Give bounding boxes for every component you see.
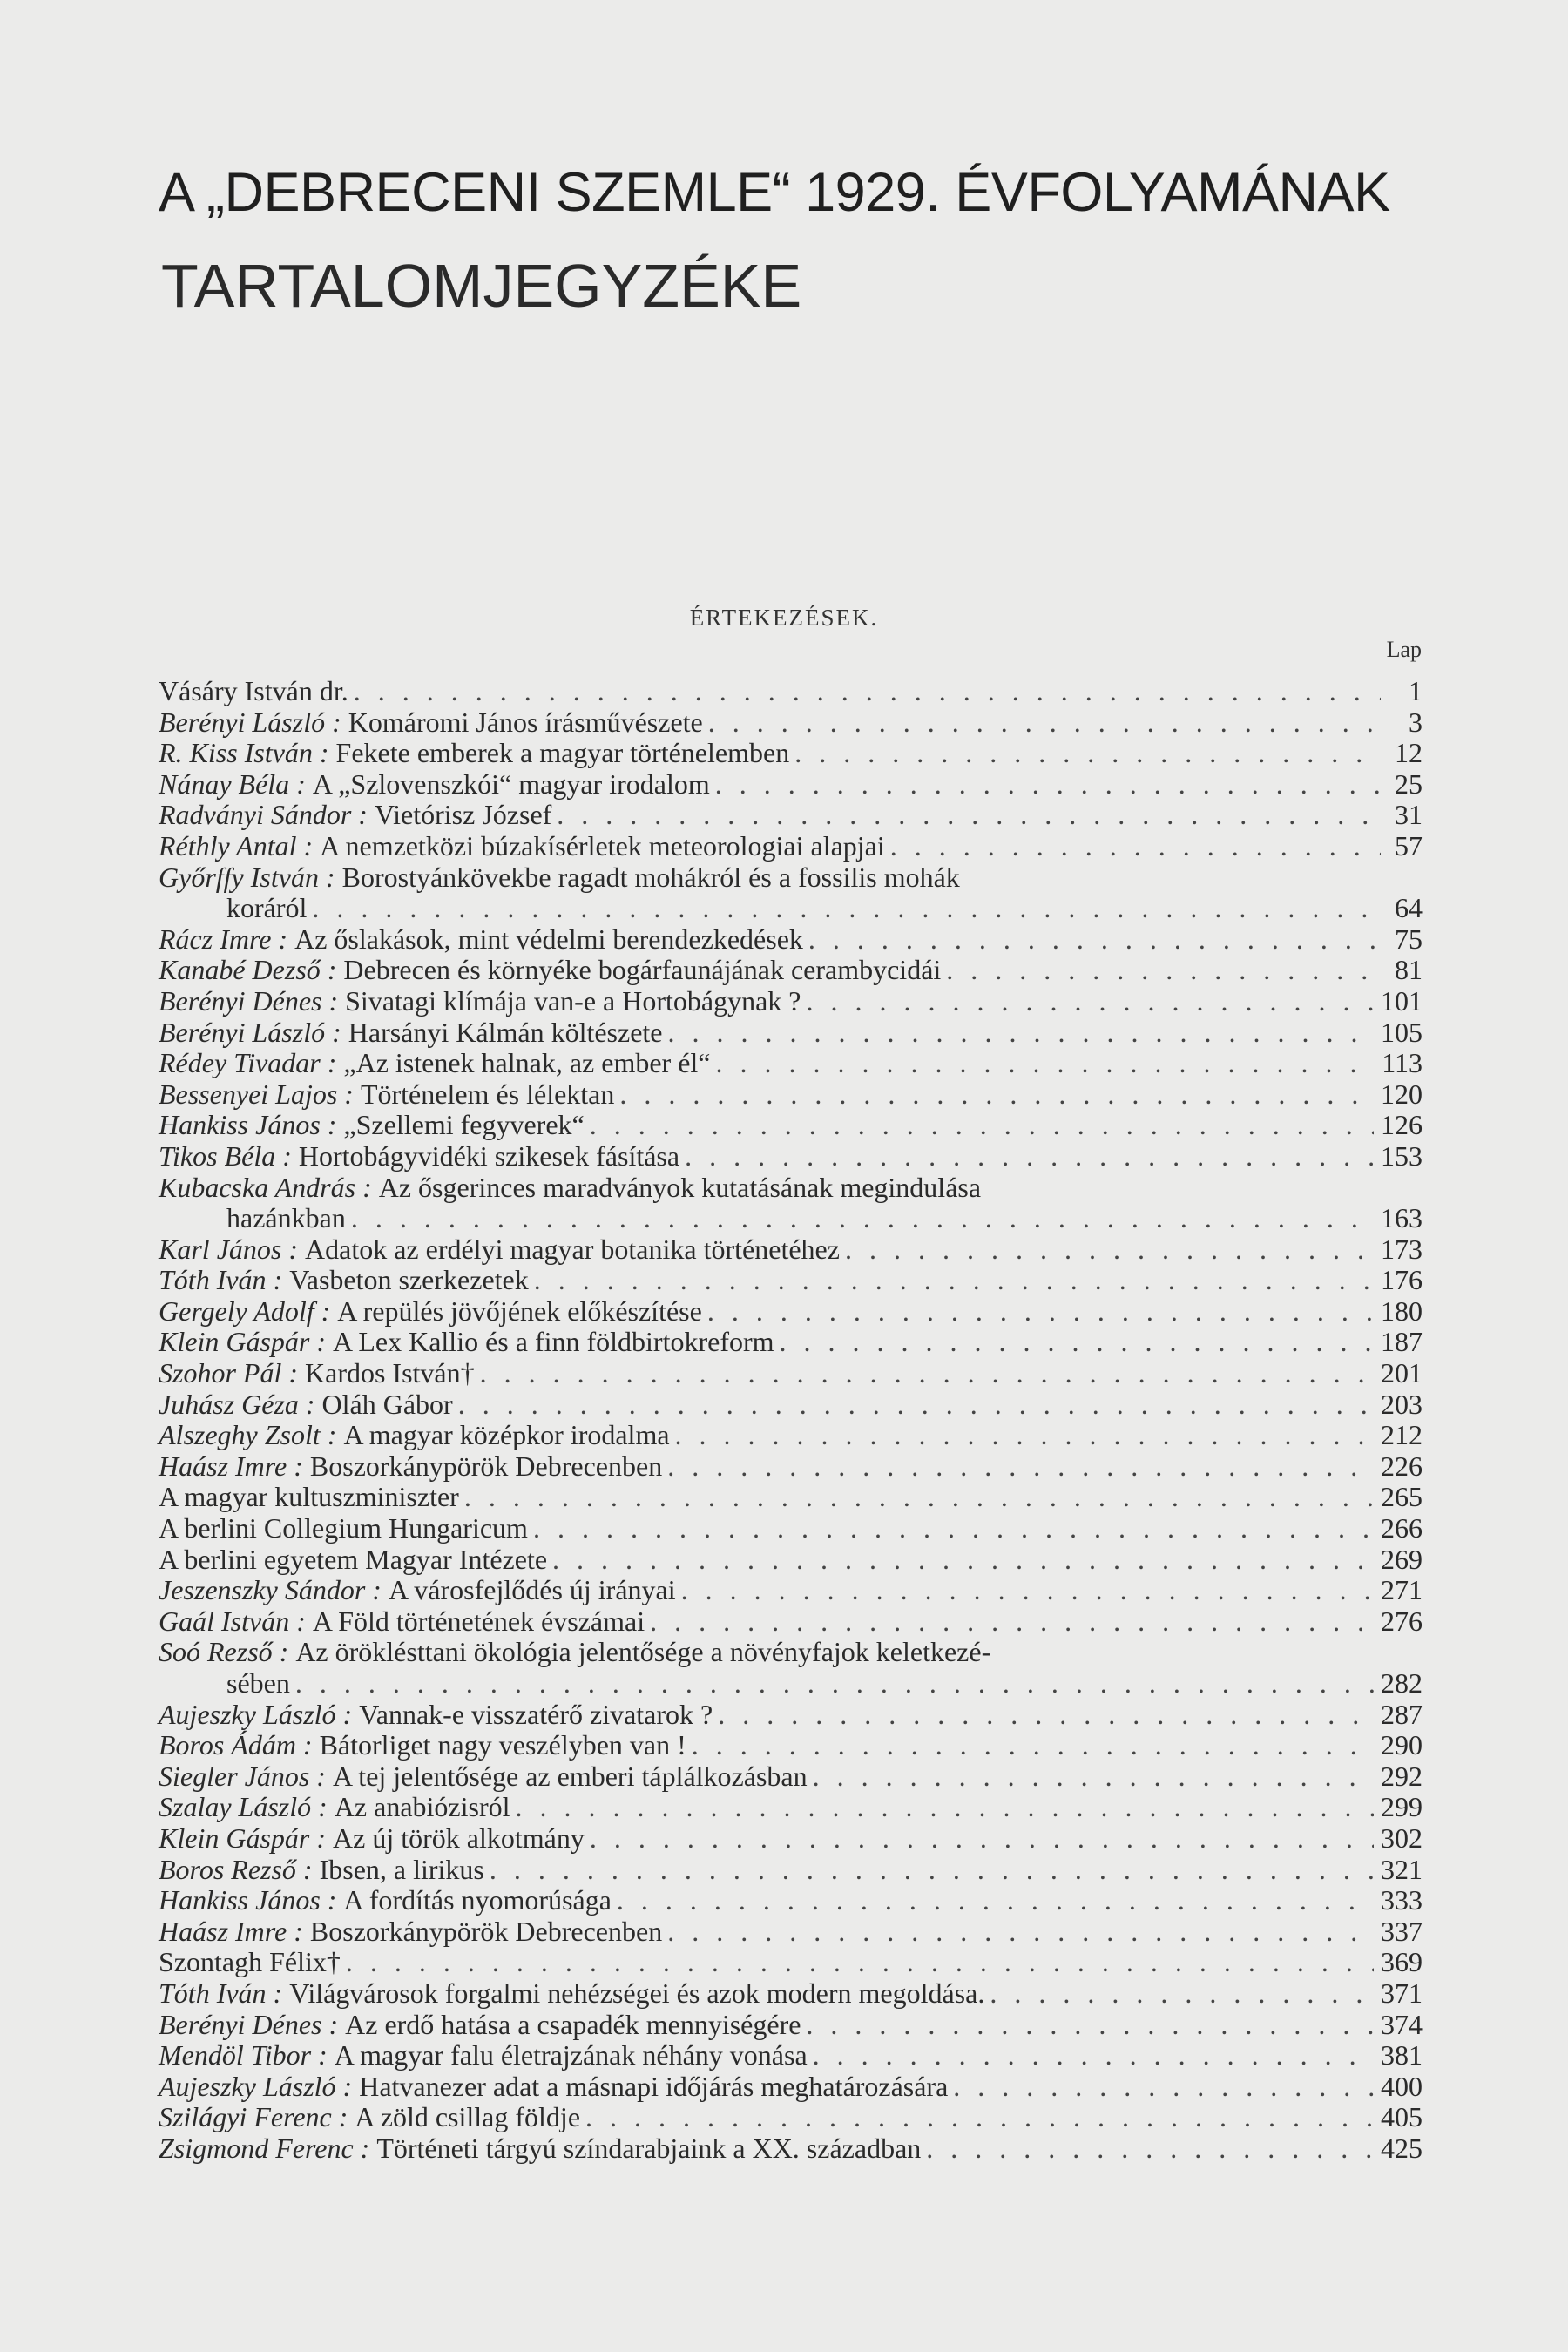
toc-title: Az új török alkotmány — [333, 1821, 585, 1854]
toc-page-number: 321 — [1381, 1853, 1423, 1885]
toc-page-number: 153 — [1381, 1139, 1423, 1172]
toc-entry-line — [159, 1947, 1423, 1978]
toc-author: Hankiss János : — [159, 1884, 337, 1916]
toc-page-number: 369 — [1381, 1946, 1423, 1978]
dot-leader — [679, 1141, 1374, 1173]
toc-page-number: 333 — [1381, 1884, 1423, 1916]
dot-leader — [459, 1482, 1374, 1513]
toc-page-number: 57 — [1395, 829, 1423, 862]
toc-entry — [159, 1389, 1423, 1421]
toc-entry — [159, 955, 1423, 986]
toc-entry-continuation-line — [159, 1203, 1423, 1234]
toc-title: Oláh Gábor — [321, 1388, 453, 1420]
toc-entry — [159, 1017, 1423, 1049]
dot-leader — [484, 1855, 1374, 1886]
toc-page-number: 226 — [1381, 1450, 1423, 1482]
dot-leader — [551, 800, 1381, 831]
document-title-line2: TARTALOMJEGYZÉKE — [161, 252, 802, 320]
toc-page-number: 265 — [1381, 1481, 1423, 1513]
toc-entry — [159, 2010, 1423, 2041]
dot-leader — [585, 1823, 1374, 1855]
toc-title: Komáromi János írásművészete — [348, 706, 703, 738]
toc-entry — [159, 1792, 1423, 1823]
toc-entry-line — [159, 1544, 1423, 1576]
toc-entry-line — [159, 1637, 1423, 1668]
toc-page-number: 25 — [1395, 767, 1423, 800]
toc-title: A magyar falu életrajzának néhány vonása — [334, 2039, 808, 2072]
toc-entry-line — [159, 676, 1423, 707]
dot-leader — [475, 1358, 1374, 1389]
toc-author: Rácz Imre : — [159, 923, 288, 955]
dot-leader — [612, 1885, 1374, 1916]
dot-leader — [808, 2040, 1374, 2072]
toc-entry — [159, 1700, 1423, 1731]
toc-author: Mendöl Tibor : — [159, 2039, 328, 2072]
dot-leader — [941, 955, 1381, 986]
toc-title: Vannak-e visszatérő zivatarok ? — [359, 1698, 713, 1730]
toc-title: Borostyánkövekbe ragadt mohákról és a fossilis mohák — [341, 861, 960, 893]
toc-author: Juhász Géza : — [159, 1388, 315, 1420]
toc-entry — [159, 1234, 1423, 1266]
toc-entry-line — [159, 831, 1423, 862]
dot-leader — [453, 1389, 1374, 1421]
toc-page-number: 64 — [1395, 892, 1423, 924]
toc-page-number: 3 — [1409, 706, 1423, 738]
toc-page-number: 176 — [1381, 1264, 1423, 1296]
toc-entry-line — [159, 1823, 1423, 1855]
toc-page-number: 299 — [1381, 1791, 1423, 1823]
dot-leader — [307, 893, 1381, 924]
dot-leader — [529, 1265, 1374, 1296]
toc-page-number: 212 — [1381, 1419, 1423, 1451]
toc-entry — [159, 1575, 1423, 1606]
toc-author: Radványi Sándor : — [159, 799, 368, 831]
dot-leader — [789, 738, 1381, 769]
toc-page-number: 163 — [1381, 1202, 1423, 1234]
toc-author: Berényi László : — [159, 706, 341, 738]
toc-page-number: 425 — [1381, 2132, 1423, 2164]
dot-leader — [670, 1420, 1374, 1451]
toc-author: Aujeszky László : — [159, 2070, 353, 2102]
toc-title: Boszorkánypörök Debrecenben — [309, 1450, 663, 1482]
toc-entry-line — [159, 1916, 1423, 1948]
toc-entry-line — [159, 1110, 1423, 1141]
dot-leader — [808, 1761, 1374, 1793]
toc-entry-line — [159, 1296, 1423, 1328]
toc-entry-line — [159, 2040, 1423, 2072]
toc-entry-line — [159, 1141, 1423, 1173]
toc-entry — [159, 1173, 1423, 1234]
toc-title: Az erdő hatása a csapadék mennyiségére — [345, 2008, 801, 2040]
toc-page-number: 337 — [1381, 1915, 1423, 1947]
toc-author: Tóth Iván : — [159, 1977, 283, 2009]
dot-leader — [585, 1110, 1374, 1141]
toc-entry — [159, 831, 1423, 862]
dot-leader — [711, 1048, 1375, 1079]
toc-page-number: 173 — [1381, 1233, 1423, 1265]
document-title-line1: A „DEBRECENI SZEMLE“ 1929. ÉVFOLYAMÁNAK — [159, 162, 1390, 223]
toc-title: A magyar középkor irodalma — [343, 1419, 670, 1451]
toc-entry-line — [159, 1700, 1423, 1731]
toc-title: Vasbeton szerkezetek — [289, 1264, 529, 1296]
toc-page-number: 12 — [1395, 737, 1423, 769]
dot-leader — [801, 986, 1375, 1017]
dot-leader — [528, 1513, 1374, 1544]
toc-entry — [159, 986, 1423, 1017]
toc-page-number: 126 — [1381, 1109, 1423, 1141]
toc-title: „Szellemi fegyverek“ — [343, 1109, 585, 1141]
toc-author: Berényi Dénes : — [159, 984, 339, 1017]
toc-entry — [159, 1110, 1423, 1141]
toc-entry-line — [159, 1420, 1423, 1451]
toc-title: A nemzetközi búzakísérletek meteorologiai alapjai — [320, 829, 885, 862]
toc-page-number: 120 — [1381, 1078, 1423, 1110]
toc-page-number: 374 — [1381, 2008, 1423, 2040]
toc-page-number: 292 — [1381, 1760, 1423, 1792]
toc-author: Gaál István : — [159, 1605, 306, 1637]
toc-title: Adatok az erdélyi magyar botanika történetéhez — [305, 1233, 840, 1265]
toc-entry-line — [159, 1885, 1423, 1916]
dot-leader — [645, 1606, 1374, 1638]
toc-title: Az anabiózisról — [334, 1791, 510, 1823]
toc-page-number: 203 — [1381, 1388, 1423, 1420]
toc-entry — [159, 738, 1423, 769]
toc-entry — [159, 707, 1423, 739]
toc-entry-line — [159, 955, 1423, 986]
toc-title-continuation: koráról — [226, 892, 308, 924]
toc-entry-continuation-line — [159, 1668, 1423, 1700]
toc-title: Világvárosok forgalmi nehézségei és azok modern megoldása. — [289, 1977, 985, 2009]
toc-title: Ibsen, a lirikus — [319, 1853, 484, 1885]
toc-entry — [159, 862, 1423, 924]
toc-page-number: 282 — [1381, 1667, 1423, 1699]
toc-entry — [159, 1358, 1423, 1389]
toc-entry — [159, 1079, 1423, 1111]
toc-entry — [159, 2102, 1423, 2133]
toc-page-number: 31 — [1395, 799, 1423, 831]
toc-title: Fekete emberek a magyar történelemben — [335, 737, 790, 769]
toc-entry — [159, 1048, 1423, 1079]
toc-author: Győrffy István : — [159, 861, 335, 893]
section-heading: ÉRTEKEZÉSEK. — [689, 605, 879, 631]
toc-author: Réthly Antal : — [159, 829, 314, 862]
dot-leader — [686, 1730, 1374, 1761]
toc-entry-line — [159, 1482, 1423, 1513]
toc-entry-line — [159, 1451, 1423, 1483]
dot-leader — [921, 2133, 1374, 2165]
toc-title: A repülés jövőjének előkészítése — [337, 1294, 702, 1327]
toc-entry-line — [159, 1265, 1423, 1296]
dot-leader — [662, 1451, 1374, 1483]
toc-page-number: 287 — [1381, 1698, 1423, 1730]
toc-page-number: 290 — [1381, 1729, 1423, 1761]
toc-entry-line — [159, 1234, 1423, 1266]
toc-page-number: 381 — [1381, 2039, 1423, 2072]
toc-entry — [159, 2072, 1423, 2103]
dot-leader — [803, 924, 1381, 956]
toc-author: Szohor Pál : — [159, 1357, 298, 1389]
toc-author: Szilágyi Ferenc : — [159, 2101, 348, 2133]
toc-page-number: 187 — [1381, 1326, 1423, 1358]
dot-leader — [346, 1203, 1374, 1234]
toc-entry — [159, 1420, 1423, 1451]
toc-entry — [159, 1761, 1423, 1793]
toc-entry — [159, 1544, 1423, 1576]
toc-page-number: 113 — [1382, 1047, 1423, 1079]
dot-leader — [662, 1916, 1374, 1948]
toc-entry-line — [159, 1173, 1423, 1204]
toc-entry-line — [159, 862, 1423, 894]
toc-page-number: 400 — [1381, 2070, 1423, 2102]
dot-leader — [290, 1668, 1374, 1700]
toc-entry-line — [159, 1079, 1423, 1111]
toc-title: A fordítás nyomorúsága — [343, 1884, 612, 1916]
toc-entry-line — [159, 2072, 1423, 2103]
toc-author: Nánay Béla : — [159, 767, 306, 800]
toc-page-number: 180 — [1381, 1294, 1423, 1327]
toc-author: Tikos Béla : — [159, 1139, 292, 1172]
toc-entry — [159, 1637, 1423, 1699]
toc-page-number: 266 — [1381, 1512, 1423, 1544]
toc-author: Karl János : — [159, 1233, 298, 1265]
toc-author: Gergely Adolf : — [159, 1294, 331, 1327]
toc-entry-line — [159, 1606, 1423, 1638]
toc-title: Az öröklésttani ökológia jelentősége a növényfajok keletkezé- — [295, 1636, 991, 1668]
toc-entry-line — [159, 1730, 1423, 1761]
toc-page-number: 371 — [1381, 1977, 1423, 2009]
toc-entry — [159, 1296, 1423, 1328]
toc-title: A berlini egyetem Magyar Intézete — [159, 1543, 548, 1575]
dot-leader — [801, 2010, 1374, 2041]
toc-title: A magyar kultuszminiszter — [159, 1481, 459, 1513]
toc-entry — [159, 1730, 1423, 1761]
toc-author: Soó Rezső : — [159, 1636, 289, 1668]
toc-author: Kanabé Dezső : — [159, 954, 337, 986]
toc-entry-line — [159, 1792, 1423, 1823]
toc-entry-continuation-line — [159, 893, 1423, 924]
dot-leader — [984, 1978, 1374, 2010]
toc-entry-line — [159, 1513, 1423, 1544]
toc-entry — [159, 800, 1423, 831]
toc-page-number: 405 — [1381, 2101, 1423, 2133]
toc-title: A zöld csillag földje — [355, 2101, 581, 2133]
toc-entry — [159, 1823, 1423, 1855]
dot-leader — [341, 1947, 1374, 1978]
toc-entry — [159, 769, 1423, 801]
toc-author: Boros Rezső : — [159, 1853, 313, 1885]
toc-author: Tóth Iván : — [159, 1264, 283, 1296]
toc-entry — [159, 1513, 1423, 1544]
toc-title: Bátorliget nagy veszélyben van ! — [319, 1729, 686, 1761]
toc-title: A tej jelentősége az emberi táplálkozásban — [332, 1760, 808, 1792]
toc-title: Az őslakások, mint védelmi berendezkedések — [294, 923, 803, 955]
toc-author: Kubacska András : — [159, 1171, 372, 1203]
toc-author: Hankiss János : — [159, 1109, 337, 1141]
toc-entry-line — [159, 1048, 1423, 1079]
toc-entry — [159, 1916, 1423, 1948]
toc-entry — [159, 924, 1423, 956]
toc-entry — [159, 676, 1423, 707]
toc-entry — [159, 1947, 1423, 1978]
toc-title: Boszorkánypörök Debrecenben — [309, 1915, 663, 1947]
toc-page-number: 75 — [1395, 923, 1423, 955]
toc-entry — [159, 1451, 1423, 1483]
dot-leader — [663, 1017, 1375, 1049]
dot-leader — [510, 1792, 1375, 1823]
toc-entry-line — [159, 1358, 1423, 1389]
dot-leader — [774, 1327, 1374, 1358]
toc-title: Az ősgerinces maradványok kutatásának megindulása — [378, 1171, 982, 1203]
toc-entry-line — [159, 2010, 1423, 2041]
toc-entry-line — [159, 924, 1423, 956]
toc-author: Berényi László : — [159, 1016, 341, 1048]
dot-leader — [702, 1296, 1374, 1328]
toc-title: Debrecen és környéke bogárfaunájának cerambycidái — [343, 954, 942, 986]
toc-entry — [159, 1855, 1423, 1886]
toc-title: A Lex Kallio és a finn földbirtokreform — [333, 1326, 774, 1358]
toc-title: Sivatagi klímája van-e a Hortobágynak ? — [345, 984, 801, 1017]
dot-leader — [614, 1079, 1374, 1111]
toc-author: Boros Ádám : — [159, 1729, 313, 1761]
toc-entry-line — [159, 769, 1423, 801]
dot-leader — [676, 1575, 1374, 1606]
toc-entry-line — [159, 986, 1423, 1017]
toc-author: Alszeghy Zsolt : — [159, 1419, 337, 1451]
toc-author: Siegler János : — [159, 1760, 326, 1792]
toc-entry-line — [159, 1855, 1423, 1886]
toc-title: A városfejlődés új irányai — [388, 1574, 676, 1606]
dot-leader — [840, 1234, 1374, 1266]
toc-entry — [159, 1265, 1423, 1296]
toc-title-continuation: hazánkban — [226, 1202, 346, 1234]
toc-title: Harsányi Kálmán költészete — [348, 1016, 663, 1048]
toc-page-number: 269 — [1381, 1543, 1423, 1575]
toc-author: Jeszenszky Sándor : — [159, 1574, 382, 1606]
toc-author: Klein Gáspár : — [159, 1821, 326, 1854]
toc-page-number: 271 — [1381, 1574, 1423, 1606]
toc-title: Történeti tárgyú színdarabjaink a XX. században — [376, 2132, 922, 2164]
toc-author: Bessenyei Lajos : — [159, 1078, 354, 1110]
toc-author: Aujeszky László : — [159, 1698, 353, 1730]
dot-leader — [713, 1700, 1374, 1731]
toc-entry-line — [159, 800, 1423, 831]
toc-title: Hortobágyvidéki szikesek fásítása — [298, 1139, 680, 1172]
toc-author: Szalay László : — [159, 1791, 328, 1823]
dot-leader — [703, 707, 1381, 739]
toc-title: Vásáry István dr. — [159, 675, 348, 706]
toc-page-number: 276 — [1381, 1605, 1423, 1637]
toc-entry-line — [159, 1017, 1423, 1049]
toc-page-number: 101 — [1381, 984, 1423, 1017]
toc-entry — [159, 1606, 1423, 1638]
toc-title: Kardos István† — [305, 1357, 475, 1389]
toc-entry-line — [159, 738, 1423, 769]
toc-entry — [159, 1978, 1423, 2010]
toc-entry-line — [159, 1327, 1423, 1358]
toc-title: „Az istenek halnak, az ember él“ — [343, 1047, 711, 1079]
dot-leader — [547, 1544, 1374, 1576]
toc-title: A Föld történetének évszámai — [312, 1605, 645, 1637]
toc-entry — [159, 1141, 1423, 1173]
toc-title: Történelem és lélektan — [360, 1078, 615, 1110]
dot-leader — [580, 2102, 1374, 2133]
toc-entry — [159, 1327, 1423, 1358]
table-of-contents — [159, 676, 1423, 2165]
toc-entry-line — [159, 2102, 1423, 2133]
toc-author: Haász Imre : — [159, 1450, 303, 1482]
page-column-label: Lap — [1386, 637, 1422, 662]
toc-title: Vietórisz József — [374, 799, 552, 831]
toc-page-number: 302 — [1381, 1821, 1423, 1854]
toc-entry — [159, 1482, 1423, 1513]
toc-author: Haász Imre : — [159, 1915, 303, 1947]
toc-entry-line — [159, 1575, 1423, 1606]
toc-page-number: 105 — [1381, 1016, 1423, 1048]
toc-entry-line — [159, 2133, 1423, 2165]
toc-author: Zsigmond Ferenc : — [159, 2132, 370, 2164]
toc-page-number: 81 — [1395, 954, 1423, 986]
dot-leader — [948, 2072, 1374, 2103]
toc-entry-line — [159, 1389, 1423, 1421]
dot-leader — [885, 831, 1381, 862]
toc-entry — [159, 2133, 1423, 2165]
toc-entry — [159, 1885, 1423, 1916]
toc-author: R. Kiss István : — [159, 737, 329, 769]
toc-entry-line — [159, 707, 1423, 739]
toc-title: Hatvanezer adat a másnapi időjárás meghatározására — [359, 2070, 949, 2102]
dot-leader — [348, 676, 1381, 707]
toc-title: A berlini Collegium Hungaricum — [159, 1512, 528, 1544]
toc-author: Rédey Tivadar : — [159, 1047, 337, 1079]
toc-author: Klein Gáspár : — [159, 1326, 326, 1358]
toc-page-number: 1 — [1409, 675, 1423, 706]
toc-title: A „Szlovenszkói“ magyar irodalom — [312, 767, 710, 800]
toc-page-number: 201 — [1381, 1357, 1423, 1389]
toc-author: Berényi Dénes : — [159, 2008, 339, 2040]
toc-entry — [159, 2040, 1423, 2072]
dot-leader — [710, 769, 1381, 801]
toc-entry-line — [159, 1761, 1423, 1793]
toc-title-continuation: sében — [226, 1667, 290, 1699]
toc-entry-line — [159, 1978, 1423, 2010]
toc-title: Szontagh Félix† — [159, 1946, 341, 1978]
